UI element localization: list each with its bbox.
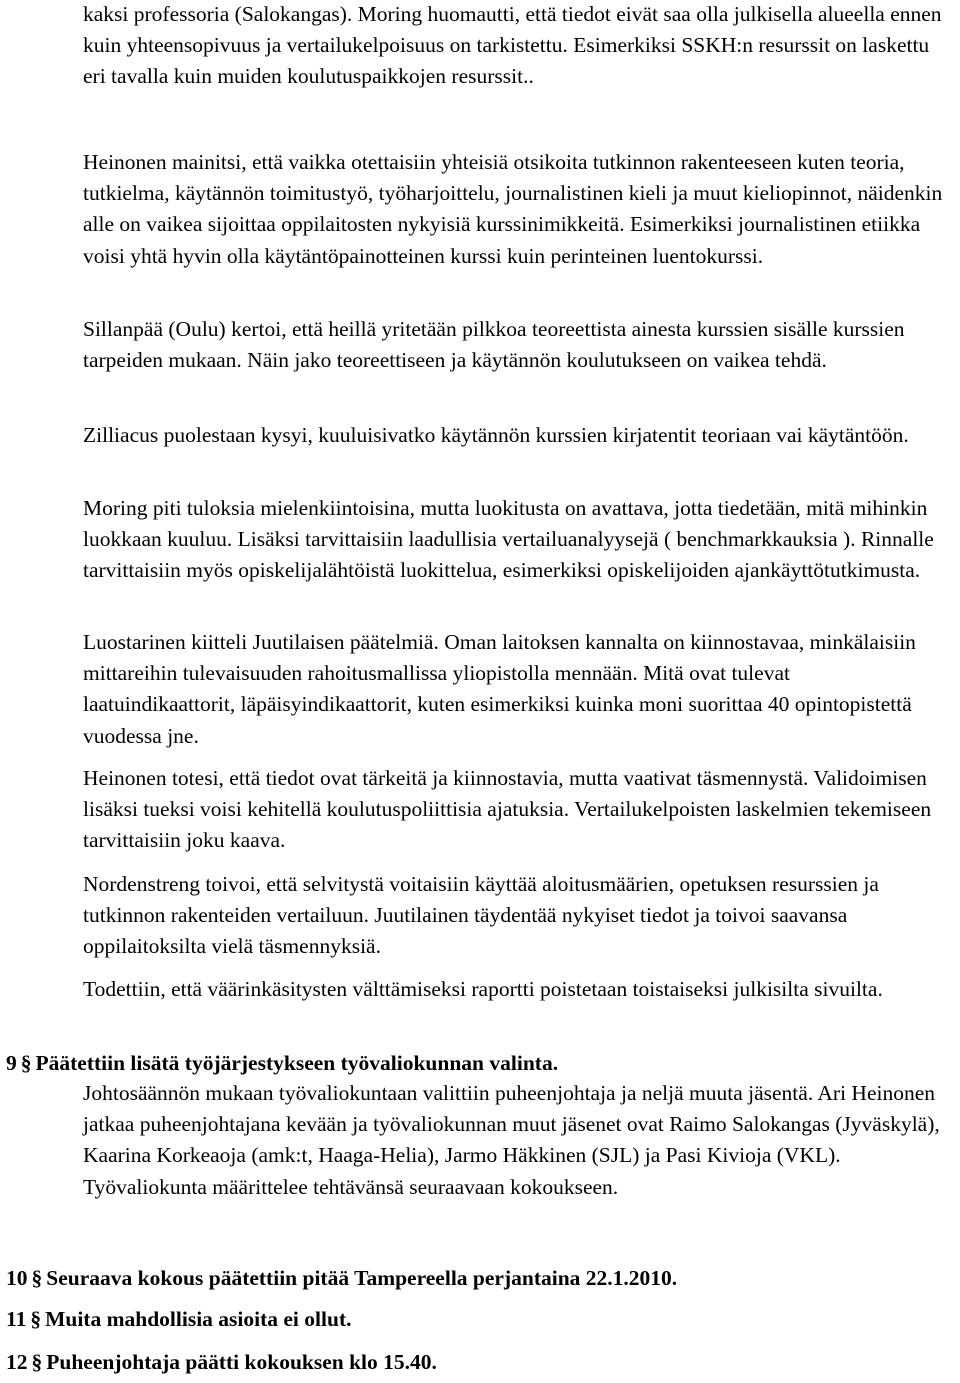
paragraph-heinonen-2: Heinonen totesi, että tiedot ovat tärkeitä ja kiinnostavia, mutta vaativat täsmennystä. Validoimisen lisäksi tueksi voisi kehitellä koulutuspoliittisia ajatuksia. Vertailukelpoisten laskelmien tekemiseen tarvittaisiin joku kaava. xyxy=(83,766,932,853)
paragraph-sillanpaa: Sillanpää (Oulu) kertoi, että heillä yritetään pilkkoa teoreettista ainesta kurssien sisälle kurssien tarpeiden mukaan. Näin jako teoreettiseen ja käytännön koulutukseen on vaikea tehdä. xyxy=(83,317,905,373)
section-11-heading xyxy=(6,1304,936,1335)
section-9-heading xyxy=(6,1048,936,1079)
paragraph-heinonen-1: Heinonen mainitsi, että vaikka otettaisiin yhteisiä otsikoita tutkinnon rakenteeseen kuten teoria, tutkielma, käytännön toimitustyö, työharjoittelu, journalistinen kieli ja muut kieliopinnot, näidenkin alle on vaikea sijoittaa oppilaitosten nykyisiä kurssinimikkeitä. Esimerkiksi journalistinen etiikka voisi yhtä hyvin olla käytäntöpainotteinen kurssi kuin perinteinen luentokurssi. xyxy=(83,150,943,268)
section-title: Puheenjohtaja päätti kokouksen klo 15.40. xyxy=(46,1350,437,1374)
section-title: Seuraava kokous päätettiin pitää Tampereella perjantaina 22.1.2010. xyxy=(46,1266,678,1290)
paragraph-luostarinen: Luostarinen kiitteli Juutilaisen päätelmiä. Oman laitoksen kannalta on kiinnostavaa, minkälaisiin mittareihin tulevaisuuden rahoitusmallissa yliopistolla mennään. Mitä ovat tulevat laatuindikaattorit, läpäisyindikaattorit, kuten esimerkiksi kuinka moni suorittaa 40 opintopistettä vuodessa jne. xyxy=(83,630,916,748)
paragraph-zilliacus: Zilliacus puolestaan kysyi, kuuluisivatko käytännön kurssien kirjatentit teoriaan vai käytäntöön. xyxy=(83,423,909,447)
section-number: 9 xyxy=(6,1051,17,1075)
section-number: 10 xyxy=(6,1266,28,1290)
section-symbol: § xyxy=(30,1307,42,1331)
paragraph-nordenstreng: Nordenstreng toivoi, että selvitystä voitaisiin käyttää aloitusmäärien, opetuksen resurssien ja tutkinnon rakenteiden vertailuun. Juutilainen täydentää nykyiset tiedot ja toivoi saavansa oppilaitoksilta vielä täsmennyksiä. xyxy=(83,872,879,959)
section-title: Päätettiin lisätä työjärjestykseen työvaliokunnan valinta. xyxy=(35,1051,559,1075)
section-symbol: § xyxy=(31,1350,43,1374)
section-title: Muita mahdollisia asioita ei ollut. xyxy=(45,1307,352,1331)
section-9-body: Johtosäännön mukaan työvaliokuntaan valittiin puheenjohtaja ja neljä muuta jäsentä. Ari Heinonen jatkaa puheenjohtajana kevään ja työvaliokunnan muut jäsenet ovat Raimo Salokangas (Jyväskylä), Kaarina Korkeaoja (amk:t, Haaga-Helia), Jarmo Häkkinen (SJL) ja Pasi Kivioja (VKL). Työvaliokunta määrittelee tehtävänsä seuraavaan kokoukseen. xyxy=(83,1081,940,1199)
section-number: 12 xyxy=(6,1350,28,1374)
paragraph-moring: Moring piti tuloksia mielenkiintoisina, mutta luokitusta on avattava, jotta tiedetään, mitä mihinkin luokkaan kuuluu. Lisäksi tarvittaisiin laadullisia vertailuanalyysejä ( benchmarkkauksia ). Rinnalle tarvittaisiin myös opiskelijalähtöistä luokittelua, esimerkiksi opiskelijoiden ajankäyttötutkimusta. xyxy=(83,496,934,583)
section-symbol: § xyxy=(20,1051,32,1075)
section-symbol: § xyxy=(31,1266,43,1290)
paragraph-intro: kaksi professoria (Salokangas). Moring huomautti, että tiedot eivät saa olla julkisella alueella ennen kuin yhteensopivuus ja vertailukelpoisuus on tarkistettu. Esimerkiksi SSKH:n resurssit on laskettu eri tavalla kuin muiden koulutuspaikkojen resurssit.. xyxy=(83,2,942,89)
paragraph-todettiin: Todettiin, että väärinkäsitysten välttämiseksi raportti poistetaan toistaiseksi julkisilta sivuilta. xyxy=(83,977,883,1001)
section-number: 11 xyxy=(6,1307,27,1331)
section-12-heading xyxy=(6,1347,936,1378)
section-10-heading xyxy=(6,1263,936,1294)
